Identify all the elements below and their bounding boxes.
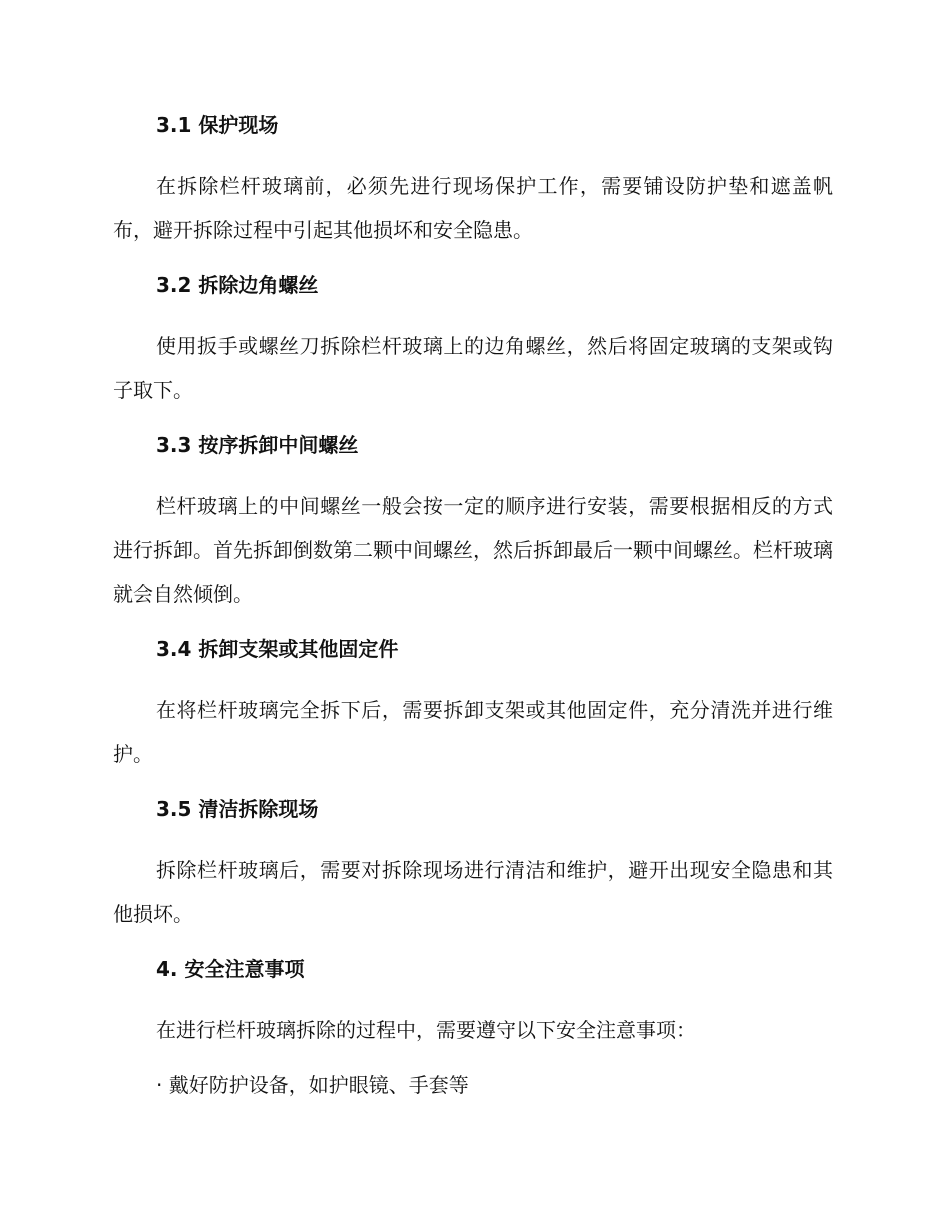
section-heading-4: 4. 安全注意事项: [156, 957, 305, 981]
section-heading-3-2: 3.2 拆除边角螺丝: [156, 273, 319, 297]
bullet-item: · 戴好防护设备，如护眼镜、手套等: [156, 1073, 469, 1097]
section-body-3-1: 在拆除栏杆玻璃前，必须先进行现场保护工作，需要铺设防护垫和遮盖帆布，避开拆除过程中引起其他损坏和安全隐患。: [113, 174, 833, 242]
section-body-3-5: 拆除栏杆玻璃后，需要对拆除现场进行清洁和维护，避开出现安全隐患和其他损坏。: [113, 858, 833, 926]
section-heading-3-5: 3.5 清洁拆除现场: [156, 797, 319, 821]
section-heading-3-4: 3.4 拆卸支架或其他固定件: [156, 637, 399, 661]
section-body-3-3: 栏杆玻璃上的中间螺丝一般会按一定的顺序进行安装，需要根据相反的方式进行拆卸。首先拆卸倒数第二颗中间螺丝，然后拆卸最后一颗中间螺丝。栏杆玻璃就会自然倾倒。: [113, 494, 833, 606]
section-body-3-2: 使用扳手或螺丝刀拆除栏杆玻璃上的边角螺丝，然后将固定玻璃的支架或钩子取下。: [113, 334, 833, 402]
document-page: [113, 110, 833, 1100]
section-body-4: 在进行栏杆玻璃拆除的过程中，需要遵守以下安全注意事项：: [156, 1018, 696, 1042]
section-body-3-4: 在将栏杆玻璃完全拆下后，需要拆卸支架或其他固定件，充分清洗并进行维护。: [113, 698, 833, 766]
section-heading-3-3: 3.3 按序拆卸中间螺丝: [156, 433, 359, 457]
section-heading-3-1: 3.1 保护现场: [156, 113, 279, 137]
